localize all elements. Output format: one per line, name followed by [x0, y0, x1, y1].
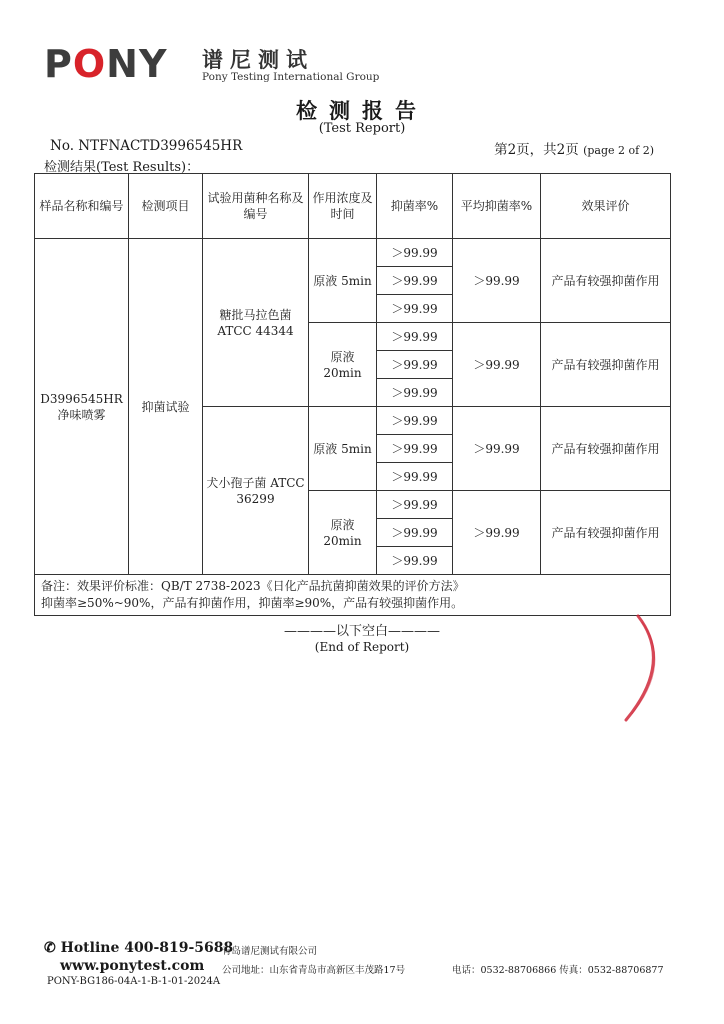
- note-line-1: 备注：效果评价标准：QB/T 2738-2023《日化产品抗菌抑菌效果的评价方法》: [41, 579, 465, 593]
- average-cell: ＞99.99: [453, 491, 541, 575]
- rate-cell: ＞99.99: [377, 519, 453, 547]
- end-of-report-en: (End of Report): [314, 640, 410, 654]
- hotline: [44, 940, 233, 956]
- page-indicator: [494, 138, 654, 158]
- rate-cell: ＞99.99: [377, 267, 453, 295]
- report-title-cn: 检测报告: [296, 99, 428, 123]
- results-table: [34, 173, 671, 616]
- condition-cell: 原液 5min: [309, 239, 377, 323]
- header-evaluation: 效果评价: [541, 174, 671, 239]
- note-line-2: 抑菌率≥50%~90%，产品有抑菌作用，抑菌率≥90%，产品有较强抑菌作用。: [41, 596, 464, 610]
- document-code: PONY-BG186-04A-1-B-1-01-2024A: [47, 976, 221, 987]
- end-of-report-cn: ————以下空白————: [283, 624, 440, 639]
- company-contact: 电话：0532-88706866 传真：0532-88706877: [452, 965, 664, 976]
- rate-cell: ＞99.99: [377, 407, 453, 435]
- sample-name-cell: D3996545HR 净味喷雾: [35, 239, 129, 575]
- rate-cell: ＞99.99: [377, 379, 453, 407]
- header-condition: 作用浓度及时间: [309, 174, 377, 239]
- header-sample: 样品名称和编号: [35, 174, 129, 239]
- test-item-cell: 抑菌试验: [129, 239, 203, 575]
- rate-cell: ＞99.99: [377, 547, 453, 575]
- page-indicator-en: (page 2 of 2): [583, 144, 654, 157]
- company-name: 青岛谱尼测试有限公司: [222, 946, 318, 957]
- table-row: [35, 239, 671, 267]
- average-cell: ＞99.99: [453, 407, 541, 491]
- organism-cell: 犬小孢子菌 ATCC 36299: [203, 407, 309, 575]
- website-link[interactable]: www.ponytest.com: [60, 958, 205, 974]
- evaluation-cell: 产品有较强抑菌作用: [541, 407, 671, 491]
- rate-cell: ＞99.99: [377, 295, 453, 323]
- average-cell: ＞99.99: [453, 239, 541, 323]
- company-address: 公司地址：山东省青岛市高新区丰茂路17号: [222, 965, 406, 976]
- average-cell: ＞99.99: [453, 323, 541, 407]
- brand-name-en: Pony Testing International Group: [202, 71, 380, 83]
- report-title-en: (Test Report): [318, 121, 406, 136]
- report-number: No. NTFNACTD3996545HR: [50, 138, 243, 154]
- seal-stamp: [616, 612, 666, 724]
- header-test-item: 检测项目: [129, 174, 203, 239]
- phone-icon: ✆: [44, 940, 56, 956]
- condition-cell: 原液 20min: [309, 491, 377, 575]
- header-rate: 抑菌率%: [377, 174, 453, 239]
- condition-cell: 原液 20min: [309, 323, 377, 407]
- pony-logo: P O NY: [44, 42, 168, 86]
- rate-cell: ＞99.99: [377, 463, 453, 491]
- rate-cell: ＞99.99: [377, 491, 453, 519]
- note-cell: [35, 575, 671, 616]
- rate-cell: ＞99.99: [377, 435, 453, 463]
- evaluation-cell: 产品有较强抑菌作用: [541, 323, 671, 407]
- organism-cell: 糖批马拉色菌 ATCC 44344: [203, 239, 309, 407]
- hotline-text: Hotline 400-819-5688: [60, 940, 234, 956]
- results-label: 检测结果(Test Results)：: [44, 160, 200, 175]
- rate-cell: ＞99.99: [377, 323, 453, 351]
- header-average: 平均抑菌率%: [453, 174, 541, 239]
- table-header-row: [35, 174, 671, 239]
- rate-cell: ＞99.99: [377, 239, 453, 267]
- brand-name-cn: 谱尼测试: [202, 48, 314, 72]
- condition-cell: 原液 5min: [309, 407, 377, 491]
- note-row: [35, 575, 671, 616]
- header-organism: 试验用菌种名称及编号: [203, 174, 309, 239]
- evaluation-cell: 产品有较强抑菌作用: [541, 491, 671, 575]
- evaluation-cell: 产品有较强抑菌作用: [541, 239, 671, 323]
- rate-cell: ＞99.99: [377, 351, 453, 379]
- page-indicator-cn: 第2页，共2页: [494, 142, 579, 158]
